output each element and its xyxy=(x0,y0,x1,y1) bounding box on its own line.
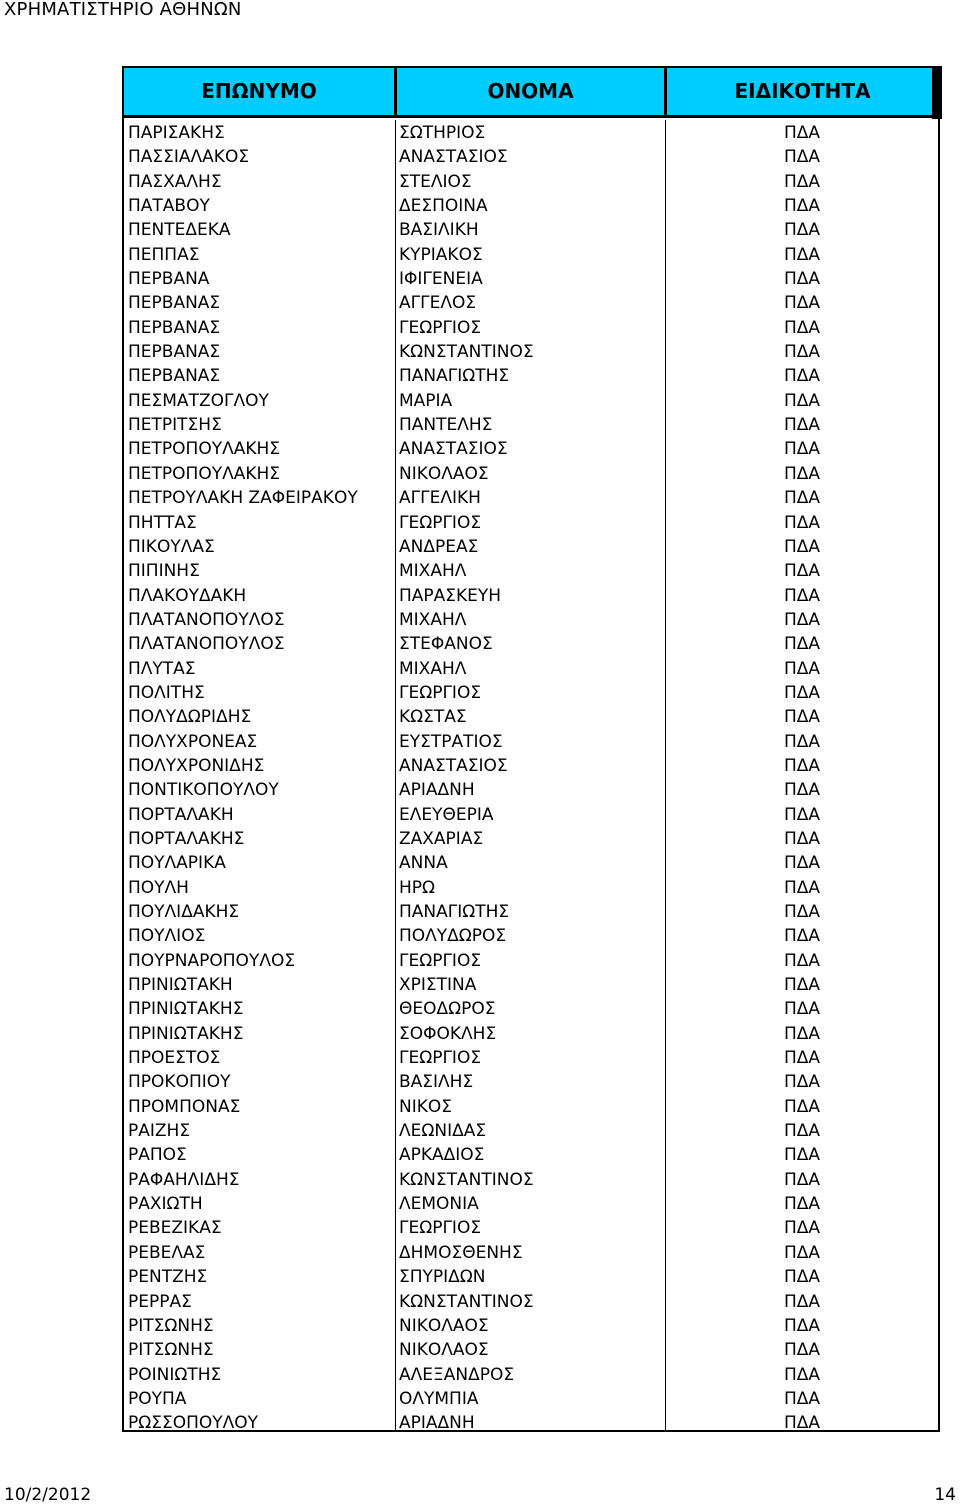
cell-specialty: ΠΔΑ xyxy=(784,950,821,971)
cell-surname: ΠΟΥΛΙΟΣ xyxy=(128,926,206,947)
cell-surname: ΠΟΥΛΙΔΑΚΗΣ xyxy=(128,902,240,922)
cell-name: ΜΑΡΙΑ xyxy=(399,390,453,411)
cell-specialty: ΠΔΑ xyxy=(784,123,821,143)
cell-specialty: ΠΔΑ xyxy=(784,171,821,192)
table-row xyxy=(124,485,938,509)
footer-page-number: 14 xyxy=(934,1485,956,1505)
cell-surname: ΠΡΙΝΙΩΤΑΚΗ xyxy=(128,975,233,996)
cell-name: ΕΥΣΤΡΑΤΙΟΣ xyxy=(399,731,503,752)
cell-name: ΚΥΡΙΑΚΟΣ xyxy=(399,244,483,265)
cell-name: ΠΑΡΑΣΚΕΥΗ xyxy=(399,585,502,606)
cell-surname: ΠΗΤΤΑΣ xyxy=(128,512,197,533)
cell-specialty: ΠΔΑ xyxy=(784,804,821,825)
cell-surname: ΠΕΤΡΙΤΣΗΣ xyxy=(128,415,222,436)
cell-specialty: ΠΔΑ xyxy=(784,512,821,533)
cell-specialty: ΠΔΑ xyxy=(784,755,821,776)
cell-specialty: ΠΔΑ xyxy=(784,634,821,655)
table-row xyxy=(124,583,938,607)
cell-name: ΑΝΑΣΤΑΣΙΟΣ xyxy=(399,147,508,168)
cell-name: ΣΟΦΟΚΛΗΣ xyxy=(399,1023,497,1044)
cell-surname: ΠΛΑΤΑΝΟΠΟΥΛΟΣ xyxy=(128,609,285,630)
cell-surname: ΡΙΤΣΩΝΗΣ xyxy=(128,1340,214,1361)
cell-surname: ΠΡΙΝΙΩΤΑΚΗΣ xyxy=(128,1023,244,1044)
cell-specialty: ΠΔΑ xyxy=(784,731,821,752)
cell-surname: ΠΕΤΡΟΠΟΥΛΑΚΗΣ xyxy=(128,439,281,460)
table-row xyxy=(124,1362,938,1386)
cell-name: ΓΕΩΡΓΙΟΣ xyxy=(399,950,482,971)
cell-specialty: ΠΔΑ xyxy=(784,220,821,241)
cell-specialty: ΠΔΑ xyxy=(784,1242,821,1263)
cell-name: ΒΑΣΙΛΗΣ xyxy=(399,1072,474,1093)
cell-surname: ΡΕΝΤΖΗΣ xyxy=(128,1267,208,1288)
table-row xyxy=(124,875,938,899)
table-row xyxy=(124,1021,938,1045)
cell-surname: ΡΕΒΕΛΑΣ xyxy=(128,1242,206,1263)
cell-name: ΓΕΩΡΓΙΟΣ xyxy=(399,1048,482,1069)
cell-specialty: ΠΔΑ xyxy=(784,390,821,411)
cell-specialty: ΠΔΑ xyxy=(784,1291,821,1312)
cell-name: ΣΤΕΛΙΟΣ xyxy=(399,171,472,192)
footer-date: 10/2/2012 xyxy=(4,1485,92,1505)
table-row xyxy=(124,948,938,972)
cell-name: ΘΕΟΔΩΡΟΣ xyxy=(399,999,496,1020)
table-row xyxy=(124,729,938,753)
cell-name: ΖΑΧΑΡΙΑΣ xyxy=(399,828,484,849)
cell-specialty: ΠΔΑ xyxy=(784,1364,821,1385)
cell-surname: ΠΟΝΤΙΚΟΠΟΥΛΟΥ xyxy=(128,780,279,801)
cell-specialty: ΠΔΑ xyxy=(784,1072,821,1093)
cell-surname: ΠΕΤΡΟΠΟΥΛΑΚΗΣ xyxy=(128,463,281,484)
header-shadow xyxy=(932,66,942,119)
table-row xyxy=(124,461,938,485)
cell-specialty: ΠΔΑ xyxy=(784,609,821,630)
cell-specialty: ΠΔΑ xyxy=(784,1096,821,1117)
cell-specialty: ΠΔΑ xyxy=(784,147,821,168)
cell-specialty: ΠΔΑ xyxy=(784,196,821,217)
table-row xyxy=(124,1289,938,1313)
table-row xyxy=(124,1118,938,1142)
table-row xyxy=(124,436,938,460)
cell-surname: ΠΙΠΙΝΗΣ xyxy=(128,561,200,582)
cell-name: ΧΡΙΣΤΙΝΑ xyxy=(399,975,477,996)
cell-surname: ΠΡΟΜΠΟΝΑΣ xyxy=(128,1096,241,1117)
cell-surname: ΠΟΥΛΗ xyxy=(128,877,189,898)
table-row xyxy=(124,1240,938,1264)
cell-specialty: ΠΔΑ xyxy=(784,1388,821,1409)
page-header-title: ΧΡΗΜΑΤΙΣΤΗΡΙΟ ΑΘΗΝΩΝ xyxy=(4,0,242,20)
cell-surname: ΠΑΤΑΒΟΥ xyxy=(128,196,210,217)
cell-name: ΟΛΥΜΠΙΑ xyxy=(399,1388,479,1409)
cell-specialty: ΠΔΑ xyxy=(784,1315,821,1336)
table-row xyxy=(124,753,938,777)
cell-name: ΣΠΥΡΙΔΩΝ xyxy=(399,1267,486,1288)
cell-specialty: ΠΔΑ xyxy=(784,439,821,460)
table-header-row xyxy=(124,68,938,118)
cell-specialty: ΠΔΑ xyxy=(784,585,821,606)
cell-surname: ΠΟΡΤΑΛΑΚΗ xyxy=(128,804,234,825)
table-row xyxy=(124,120,938,144)
cell-name: ΑΝΑΣΤΑΣΙΟΣ xyxy=(399,439,508,460)
cell-name: ΠΟΛΥΔΩΡΟΣ xyxy=(399,926,507,947)
table-row xyxy=(124,826,938,850)
cell-specialty: ΠΔΑ xyxy=(784,707,821,728)
cell-specialty: ΠΔΑ xyxy=(784,853,821,874)
table-row xyxy=(124,534,938,558)
table-row xyxy=(124,1264,938,1288)
cell-surname: ΠΕΠΠΑΣ xyxy=(128,244,200,265)
table-row xyxy=(124,680,938,704)
cell-name: ΙΦΙΓΕΝΕΙΑ xyxy=(399,269,483,290)
table-row xyxy=(124,1167,938,1191)
table-row xyxy=(124,217,938,241)
cell-specialty: ΠΔΑ xyxy=(784,317,821,338)
table-row xyxy=(124,1069,938,1093)
table-row xyxy=(124,144,938,168)
cell-surname: ΠΕΤΡΟΥΛΑΚΗ ΖΑΦΕΙΡΑΚΟΥ xyxy=(128,488,358,509)
cell-specialty: ΠΔΑ xyxy=(784,780,821,801)
cell-name: ΛΕΜΟΝΙΑ xyxy=(399,1194,479,1215)
table-row xyxy=(124,607,938,631)
table-row xyxy=(124,1045,938,1069)
cell-name: ΓΕΩΡΓΙΟΣ xyxy=(399,512,482,533)
table-row xyxy=(124,388,938,412)
cell-surname: ΠΕΡΒΑΝΑΣ xyxy=(128,342,221,363)
table-row xyxy=(124,363,938,387)
cell-surname: ΠΛΑΚΟΥΔΑΚΗ xyxy=(128,585,247,606)
cell-specialty: ΠΔΑ xyxy=(784,1169,821,1190)
table-row xyxy=(124,656,938,680)
cell-specialty: ΠΔΑ xyxy=(784,682,821,703)
table-row xyxy=(124,1410,938,1434)
cell-surname: ΡΑΠΟΣ xyxy=(128,1145,187,1166)
cell-name: ΝΙΚΟΛΑΟΣ xyxy=(399,463,489,484)
cell-surname: ΡΟΥΠΑ xyxy=(128,1388,187,1409)
cell-specialty: ΠΔΑ xyxy=(784,1218,821,1239)
cell-surname: ΡΟΙΝΙΩΤΗΣ xyxy=(128,1364,222,1385)
cell-surname: ΠΕΡΒΑΝΑΣ xyxy=(128,293,221,314)
cell-surname: ΠΟΡΤΑΛΑΚΗΣ xyxy=(128,828,245,849)
cell-surname: ΠΕΡΒΑΝΑΣ xyxy=(128,317,221,338)
table-row xyxy=(124,242,938,266)
column-header-surname: ΕΠΩΝΥΜΟ xyxy=(124,68,397,115)
cell-surname: ΡΑΦΑΗΛΙΔΗΣ xyxy=(128,1169,240,1190)
cell-name: ΑΡΚΑΔΙΟΣ xyxy=(399,1145,485,1166)
cell-specialty: ΠΔΑ xyxy=(784,1048,821,1069)
cell-surname: ΠΟΥΡΝΑΡΟΠΟΥΛΟΣ xyxy=(128,950,296,971)
cell-name: ΝΙΚΟΣ xyxy=(399,1096,453,1117)
cell-name: ΓΕΩΡΓΙΟΣ xyxy=(399,1218,482,1239)
cell-surname: ΠΕΝΤΕΔΕΚΑ xyxy=(128,220,231,241)
table-row xyxy=(124,1337,938,1361)
cell-specialty: ΠΔΑ xyxy=(784,1023,821,1044)
cell-specialty: ΠΔΑ xyxy=(784,926,821,947)
cell-surname: ΠΡΟΕΣΤΟΣ xyxy=(128,1048,221,1069)
table-row xyxy=(124,1142,938,1166)
table-row xyxy=(124,631,938,655)
column-header-name: ΟΝΟΜΑ xyxy=(397,68,667,115)
cell-surname: ΠΕΡΒΑΝΑΣ xyxy=(128,366,221,387)
cell-name: ΠΑΝΤΕΛΗΣ xyxy=(399,415,493,436)
cell-specialty: ΠΔΑ xyxy=(784,366,821,387)
cell-name: ΑΡΙΑΔΝΗ xyxy=(399,780,475,801)
cell-surname: ΡΑΙΖΗΣ xyxy=(128,1121,191,1142)
cell-specialty: ΠΔΑ xyxy=(784,488,821,509)
cell-name: ΜΙΧΑΗΛ xyxy=(399,561,467,582)
cell-name: ΚΩΝΣΤΑΝΤΙΝΟΣ xyxy=(399,342,534,363)
cell-name: ΑΝΝΑ xyxy=(399,853,448,874)
table-row xyxy=(124,972,938,996)
cell-name: ΓΕΩΡΓΙΟΣ xyxy=(399,682,482,703)
cell-name: ΠΑΝΑΓΙΩΤΗΣ xyxy=(399,366,510,387)
table-row xyxy=(124,1215,938,1239)
cell-name: ΚΩΝΣΤΑΝΤΙΝΟΣ xyxy=(399,1169,534,1190)
table-row xyxy=(124,996,938,1020)
table-row xyxy=(124,558,938,582)
table-row xyxy=(124,290,938,314)
cell-name: ΑΓΓΕΛΙΚΗ xyxy=(399,488,481,509)
cell-name: ΣΩΤΗΡΙΟΣ xyxy=(399,123,486,143)
table-row xyxy=(124,266,938,290)
table-row xyxy=(124,899,938,923)
cell-surname: ΠΟΛΥΧΡΟΝΙΔΗΣ xyxy=(128,755,265,776)
cell-surname: ΠΟΥΛΑΡΙΚΑ xyxy=(128,853,226,874)
table-row xyxy=(124,1191,938,1215)
cell-name: ΜΙΧΑΗΛ xyxy=(399,658,467,679)
cell-name: ΗΡΩ xyxy=(399,877,436,898)
cell-surname: ΡΕΒΕΖΙΚΑΣ xyxy=(128,1218,222,1239)
cell-surname: ΡΑΧΙΩΤΗ xyxy=(128,1194,203,1215)
cell-name: ΔΕΣΠΟΙΝΑ xyxy=(399,196,488,217)
table-row xyxy=(124,802,938,826)
cell-name: ΝΙΚΟΛΑΟΣ xyxy=(399,1340,489,1361)
table-row xyxy=(124,1386,938,1410)
cell-name: ΚΩΝΣΤΑΝΤΙΝΟΣ xyxy=(399,1291,534,1312)
cell-surname: ΠΑΣΧΑΛΗΣ xyxy=(128,171,222,192)
cell-name: ΜΙΧΑΗΛ xyxy=(399,609,467,630)
cell-specialty: ΠΔΑ xyxy=(784,244,821,265)
cell-surname: ΡΩΣΣΟΠΟΥΛΟΥ xyxy=(128,1413,259,1434)
table-row xyxy=(124,412,938,436)
column-header-specialty: ΕΙΔΙΚΟΤΗΤΑ xyxy=(734,79,871,103)
cell-name: ΑΝΔΡΕΑΣ xyxy=(399,536,479,557)
cell-specialty: ΠΔΑ xyxy=(784,1413,821,1434)
cell-surname: ΠΑΡΙΣΑΚΗΣ xyxy=(128,123,225,143)
cell-surname: ΡΕΡΡΑΣ xyxy=(128,1291,192,1312)
cell-specialty: ΠΔΑ xyxy=(784,1340,821,1361)
cell-surname: ΠΡΙΝΙΩΤΑΚΗΣ xyxy=(128,999,244,1020)
table-row xyxy=(124,777,938,801)
cell-name: ΒΑΣΙΛΙΚΗ xyxy=(399,220,479,241)
results-table xyxy=(122,66,940,1432)
cell-surname: ΠΟΛΥΧΡΟΝΕΑΣ xyxy=(128,731,258,752)
cell-name: ΑΓΓΕΛΟΣ xyxy=(399,293,477,314)
cell-specialty: ΠΔΑ xyxy=(784,342,821,363)
cell-specialty: ΠΔΑ xyxy=(784,828,821,849)
cell-surname: ΠΕΡΒΑΝΑ xyxy=(128,269,210,290)
cell-name: ΛΕΩΝΙΔΑΣ xyxy=(399,1121,487,1142)
cell-surname: ΠΕΣΜΑΤΖΟΓΛΟΥ xyxy=(128,390,269,411)
cell-name: ΣΤΕΦΑΝΟΣ xyxy=(399,634,493,655)
cell-surname: ΠΙΚΟΥΛΑΣ xyxy=(128,536,215,557)
cell-surname: ΠΛΑΤΑΝΟΠΟΥΛΟΣ xyxy=(128,634,285,655)
table-row xyxy=(124,850,938,874)
cell-specialty: ΠΔΑ xyxy=(784,269,821,290)
cell-specialty: ΠΔΑ xyxy=(784,463,821,484)
cell-specialty: ΠΔΑ xyxy=(784,415,821,436)
cell-name: ΔΗΜΟΣΘΕΝΗΣ xyxy=(399,1242,523,1263)
cell-specialty: ΠΔΑ xyxy=(784,536,821,557)
cell-name: ΠΑΝΑΓΙΩΤΗΣ xyxy=(399,902,510,922)
cell-name: ΑΝΑΣΤΑΣΙΟΣ xyxy=(399,755,508,776)
table-row xyxy=(124,193,938,217)
table-row xyxy=(124,923,938,947)
cell-specialty: ΠΔΑ xyxy=(784,999,821,1020)
cell-name: ΓΕΩΡΓΙΟΣ xyxy=(399,317,482,338)
cell-surname: ΠΟΛΥΔΩΡΙΔΗΣ xyxy=(128,707,252,728)
cell-surname: ΡΙΤΣΩΝΗΣ xyxy=(128,1315,214,1336)
cell-specialty: ΠΔΑ xyxy=(784,902,821,922)
cell-name: ΑΡΙΑΔΝΗ xyxy=(399,1413,475,1434)
cell-surname: ΠΡΟΚΟΠΙΟΥ xyxy=(128,1072,231,1093)
cell-name: ΚΩΣΤΑΣ xyxy=(399,707,467,728)
table-row xyxy=(124,1313,938,1337)
table-row xyxy=(124,315,938,339)
cell-name: ΕΛΕΥΘΕΡΙΑ xyxy=(399,804,494,825)
table-row xyxy=(124,1094,938,1118)
cell-surname: ΠΛΥΤΑΣ xyxy=(128,658,196,679)
table-row xyxy=(124,339,938,363)
cell-specialty: ΠΔΑ xyxy=(784,877,821,898)
cell-specialty: ΠΔΑ xyxy=(784,293,821,314)
cell-specialty: ΠΔΑ xyxy=(784,1145,821,1166)
table-body xyxy=(124,120,938,1435)
cell-specialty: ΠΔΑ xyxy=(784,658,821,679)
table-row xyxy=(124,169,938,193)
cell-specialty: ΠΔΑ xyxy=(784,1267,821,1288)
table-row xyxy=(124,510,938,534)
cell-specialty: ΠΔΑ xyxy=(784,1194,821,1215)
cell-specialty: ΠΔΑ xyxy=(784,561,821,582)
cell-name: ΑΛΕΞΑΝΔΡΟΣ xyxy=(399,1364,515,1385)
cell-surname: ΠΑΣΣΙΑΛΑΚΟΣ xyxy=(128,147,250,168)
cell-name: ΝΙΚΟΛΑΟΣ xyxy=(399,1315,489,1336)
cell-specialty: ΠΔΑ xyxy=(784,975,821,996)
table-row xyxy=(124,704,938,728)
cell-surname: ΠΟΛΙΤΗΣ xyxy=(128,682,205,703)
cell-specialty: ΠΔΑ xyxy=(784,1121,821,1142)
